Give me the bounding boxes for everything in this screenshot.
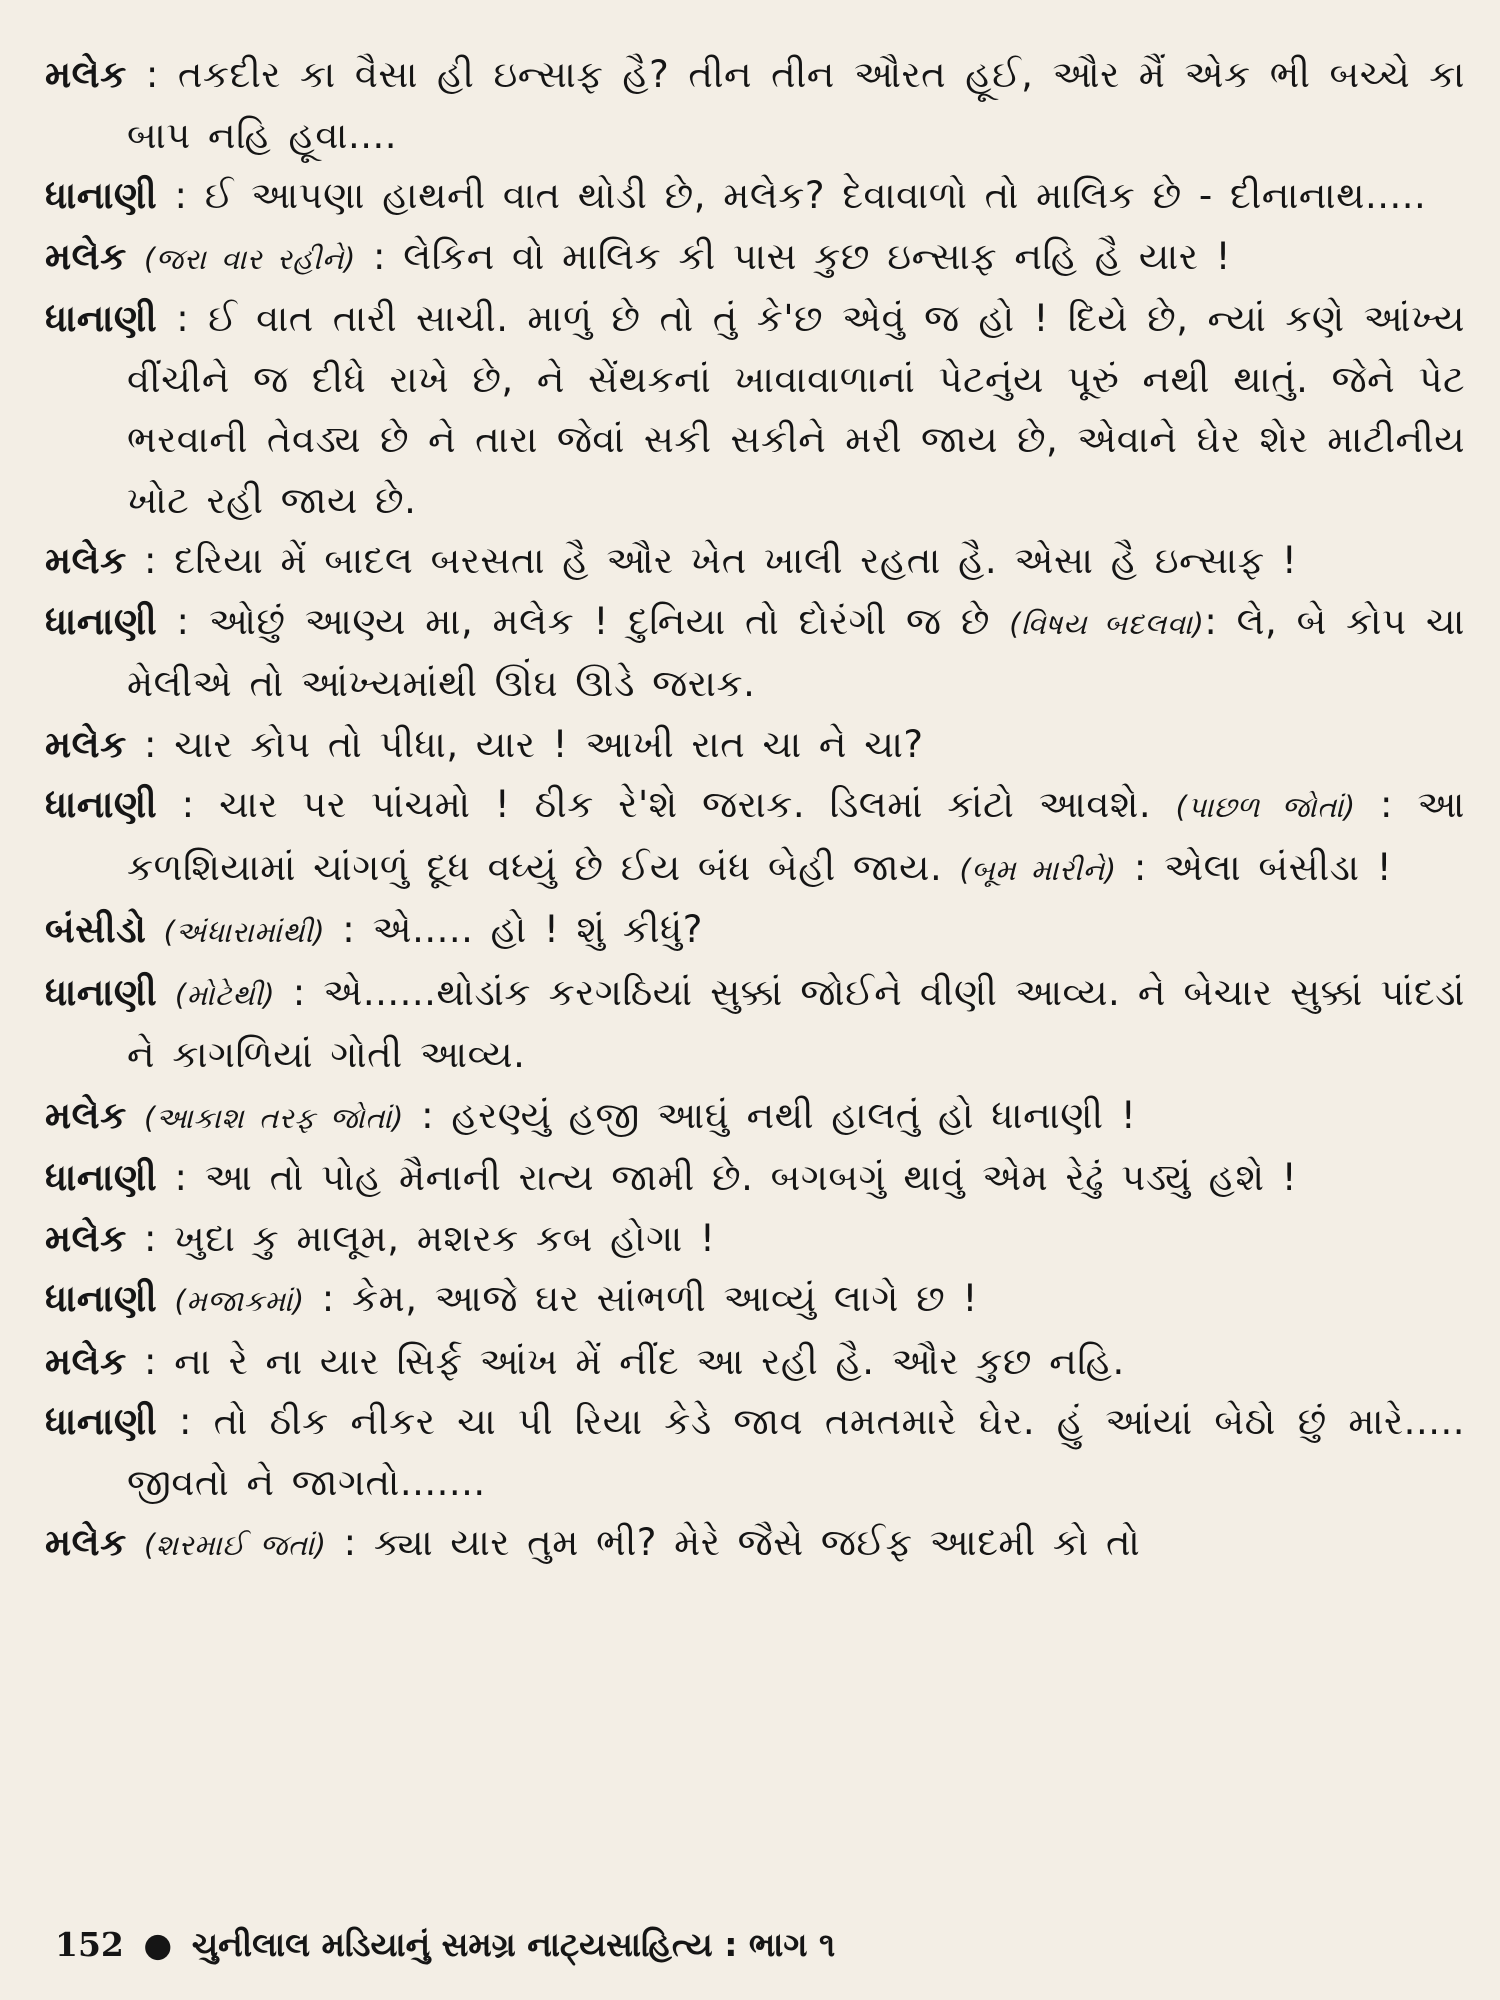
stage-direction: (મજાકમાં) bbox=[174, 1284, 305, 1318]
speaker-name: મલેક bbox=[45, 1093, 127, 1137]
dialogue-text: ચાર પર પાંચમો ! ઠીક રે'શે જરાક. ડિલમાં કાંટો આવશે. bbox=[219, 783, 1152, 826]
speaker-name: મલેક bbox=[45, 1521, 127, 1564]
stage-direction: (બૂમ મારીને) bbox=[959, 852, 1117, 887]
dialogue-text: આ તો પોહ મૈનાની રાત્ય જામી છે. બગબગું થાવું એમ રેઢું પડ્યું હશે ! bbox=[204, 1156, 1298, 1199]
dialogue-line: મલેક : ના રે ના યાર સિર્ફ આંખ મેં નીંદ આ રહી હૈ. ઔર કુછ નહિ. bbox=[45, 1339, 1125, 1383]
speaker-name: ધાનાણી bbox=[45, 1277, 158, 1320]
speaker-name: મલેક bbox=[45, 722, 127, 766]
dialogue-text: દરિયા મેં બાદલ બરસતા હૈ ઔર ખેત ખાલી રહતા હૈ. એસા હૈ ઇન્સાફ ! bbox=[174, 539, 1298, 582]
speaker-name: મલેક bbox=[45, 53, 127, 96]
speaker-name: ધાનાણી bbox=[45, 970, 158, 1014]
page-number: 152 bbox=[55, 1925, 124, 1964]
dialogue-text: ક્યા યાર તુમ ભી? મેરે જૈસે જઈફ આદમી કો તો bbox=[373, 1521, 1141, 1564]
dialogue-line: ધાનાણી : આ તો પોહ મૈનાની રાત્ય જામી છે. બગબગું થાવું એમ રેઢું પડ્યું હશે ! bbox=[45, 1156, 1298, 1199]
dialogue-line: મલેક (આકાશ તરફ જોતાં) : હરણ્યું હજી આઘું નથી હાલતું હો ધાનાણી ! bbox=[45, 1093, 1137, 1137]
dialogue-line: ધાનાણી : ઈ વાત તારી સાચી. માળું છે તો તું કે'છ એવું જ હો ! દિયે છે, ન્યાં કણે આંખ્ય વીંચીને જ દીધે રાખે છે, ને સેંથકનાં ખાવાવાળાનાં પેટનુંય પૂરું નથી થાતું. જેને પેટ ભરવાની તેવડ્ય છે ને તારા જેવાં સકી સકીને મરી જાય છે, એવાને ઘેર શેર માટીનીય ખોટ રહી જાય છે. bbox=[45, 297, 1465, 522]
dialogue-line: મલેક : ચાર કોપ તો પીધા, યાર ! આખી રાત ચા ને ચા? bbox=[45, 722, 924, 766]
dialogue-text: : એલા બંસીડા ! bbox=[1133, 845, 1393, 889]
dialogue-text: હરણ્યું હજી આઘું નથી હાલતું હો ધાનાણી ! bbox=[451, 1093, 1137, 1137]
dialogue-line: મલેક (જરા વાર રહીને) : લેકિન વો માલિક કી પાસ કુછ ઇન્સાફ નહિ હૈ યાર ! bbox=[45, 234, 1231, 278]
stage-direction: (અંધારામાંથી) bbox=[163, 915, 326, 949]
dialogue-text: ઈ વાત તારી સાચી. માળું છે તો તું કે'છ એવું જ હો ! દિયે છે, ન્યાં કણે આંખ્ય વીંચીને જ દીધે રાખે છે, ને સેંથકનાં ખાવાવાળાનાં પેટનુંય પૂરું નથી થાતું. જેને પેટ ભરવાની તેવડ્ય છે ને તારા જેવાં સકી સકીને મરી જાય છે, એવાને ઘેર શેર માટીનીય ખોટ રહી જાય છે. bbox=[127, 297, 1465, 522]
stage-direction: (આકાશ તરફ જોતાં) bbox=[143, 1100, 404, 1135]
speaker-name: ધાનાણી bbox=[45, 783, 158, 826]
dialogue-line: ધાનાણી : તો ઠીક નીકર ચા પી રિયા કેડે જાવ તમતમારે ઘેર. હું આંયાં બેઠો છું મારે..... જીવતો ને જાગતો....... bbox=[45, 1400, 1465, 1504]
dialogue-text: ચાર કોપ તો પીધા, યાર ! આખી રાત ચા ને ચા? bbox=[174, 722, 924, 766]
bullet-icon: ● bbox=[143, 1925, 173, 1964]
dialogue-text: ઓછું આણ્ય મા, મલેક ! દુનિયા તો દોરંગી જ છે bbox=[208, 599, 990, 643]
dialogue-text: કેમ, આજે ઘર સાંભળી આવ્યું લાગે છ ! bbox=[352, 1277, 978, 1320]
dialogue-text: લેકિન વો માલિક કી પાસ કુછ ઇન્સાફ નહિ હૈ યાર ! bbox=[403, 234, 1231, 278]
stage-direction: (મોટેથી) bbox=[174, 977, 276, 1012]
stage-direction: (વિષય બદલવા) bbox=[1009, 606, 1205, 641]
dialogue-line: ધાનાણી (મજાકમાં) : કેમ, આજે ઘર સાંભળી આવ્યું લાગે છ ! bbox=[45, 1277, 978, 1320]
stage-direction: (પાછળ જોતાં) bbox=[1175, 790, 1356, 824]
speaker-name: ધાનાણી bbox=[45, 1156, 158, 1199]
book-page bbox=[45, 45, 1465, 1964]
dialogue-text: : લે, બે કોપ ચા મેલીએ તો આંખ્યમાંથી ઊંઘ ઊડે જરાક. bbox=[127, 599, 1465, 705]
page-footer bbox=[55, 1925, 835, 1965]
speaker-name: મલેક bbox=[45, 234, 127, 278]
speaker-name: મલેક bbox=[45, 1339, 127, 1383]
speaker-name: ધાનાણી bbox=[45, 174, 158, 217]
speaker-name: મલેક bbox=[45, 1216, 127, 1260]
dialogue-text: ખુદા કુ માલૂમ, મશરક કબ હોગા ! bbox=[174, 1216, 716, 1260]
dialogue-text: ના રે ના યાર સિર્ફ આંખ મેં નીંદ આ રહી હૈ. ઔર કુછ નહિ. bbox=[174, 1339, 1125, 1383]
dialogue-text: ઈ આપણા હાથની વાત થોડી છે, મલેક? દેવાવાળો તો માલિક છે - દીનાનાથ..... bbox=[204, 174, 1427, 217]
dialogue-text: તો ઠીક નીકર ચા પી રિયા કેડે જાવ તમતમારે ઘેર. હું આંયાં બેઠો છું મારે..... જીવતો ને જાગતો....... bbox=[127, 1400, 1465, 1504]
dialogue-line: મલેક (શરમાઈ જતાં) : ક્યા યાર તુમ ભી? મેરે જૈસે જઈફ આદમી કો તો bbox=[45, 1521, 1141, 1564]
dialogue-text: એ..... હો ! શું કીધું? bbox=[372, 908, 703, 951]
dialogue-text: : આ કળશિયામાં ચાંગળું દૂધ વધ્યું છે ઈય બંધ બેહી જાય. bbox=[127, 783, 1465, 889]
dialogue-line: મલેક : દરિયા મેં બાદલ બરસતા હૈ ઔર ખેત ખાલી રહતા હૈ. એસા હૈ ઇન્સાફ ! bbox=[45, 539, 1298, 582]
dialogue-line: બંસીડો (અંધારામાંથી) : એ..... હો ! શું કીધું? bbox=[45, 908, 703, 951]
book-title: ચુનીલાલ મડિયાનું સમગ્ર નાટ્યસાહિત્ય : ભાગ ૧ bbox=[191, 1925, 836, 1964]
speaker-name: ધાનાણી bbox=[45, 297, 158, 340]
script-dialogue bbox=[45, 45, 1465, 1576]
dialogue-line: ધાનાણી : ઓછું આણ્ય મા, મલેક ! દુનિયા તો દોરંગી જ છે (વિષય બદલવા): લે, બે કોપ ચા મેલીએ તો આંખ્યમાંથી ઊંઘ ઊડે જરાક. bbox=[45, 599, 1465, 705]
stage-direction: (શરમાઈ જતાં) bbox=[143, 1528, 327, 1562]
speaker-name: મલેક bbox=[45, 539, 127, 582]
dialogue-line: ધાનાણી (મોટેથી) : એ......થોડાંક કરગઠિયાં સુક્કાં જોઈને વીણી આવ્ય. ને બેચાર સુક્કાં પાંદડાં ને કાગળિયાં ગોતી આવ્ય. bbox=[45, 970, 1465, 1076]
dialogue-text: એ......થોડાંક કરગઠિયાં સુક્કાં જોઈને વીણી આવ્ય. ને બેચાર સુક્કાં પાંદડાં ને કાગળિયાં ગોતી આવ્ય. bbox=[127, 970, 1465, 1076]
stage-direction: (જરા વાર રહીને) bbox=[143, 241, 356, 276]
dialogue-line: મલેક : ખુદા કુ માલૂમ, મશરક કબ હોગા ! bbox=[45, 1216, 716, 1260]
dialogue-text: તકદીર કા વૈસા હી ઇન્સાફ હૈ? તીન તીન ઔરત હૂઈ, ઔર મૈં એક ભી બચ્ચે કા બાપ નહિ હૂવા.... bbox=[127, 53, 1465, 157]
dialogue-line: ધાનાણી : ચાર પર પાંચમો ! ઠીક રે'શે જરાક. ડિલમાં કાંટો આવશે. (પાછળ જોતાં) : આ કળશિયામાં ચાંગળું દૂધ વધ્યું છે ઈય બંધ બેહી જાય. (બૂમ મારીને) : એલા બંસીડા ! bbox=[45, 783, 1465, 889]
dialogue-line: મલેક : તકદીર કા વૈસા હી ઇન્સાફ હૈ? તીન તીન ઔરત હૂઈ, ઔર મૈં એક ભી બચ્ચે કા બાપ નહિ હૂવા.... bbox=[45, 53, 1465, 157]
speaker-name: ધાનાણી bbox=[45, 1400, 158, 1443]
speaker-name: ધાનાણી bbox=[45, 599, 158, 643]
speaker-name: બંસીડો bbox=[45, 908, 147, 951]
dialogue-line: ધાનાણી : ઈ આપણા હાથની વાત થોડી છે, મલેક? દેવાવાળો તો માલિક છે - દીનાનાથ..... bbox=[45, 174, 1427, 217]
